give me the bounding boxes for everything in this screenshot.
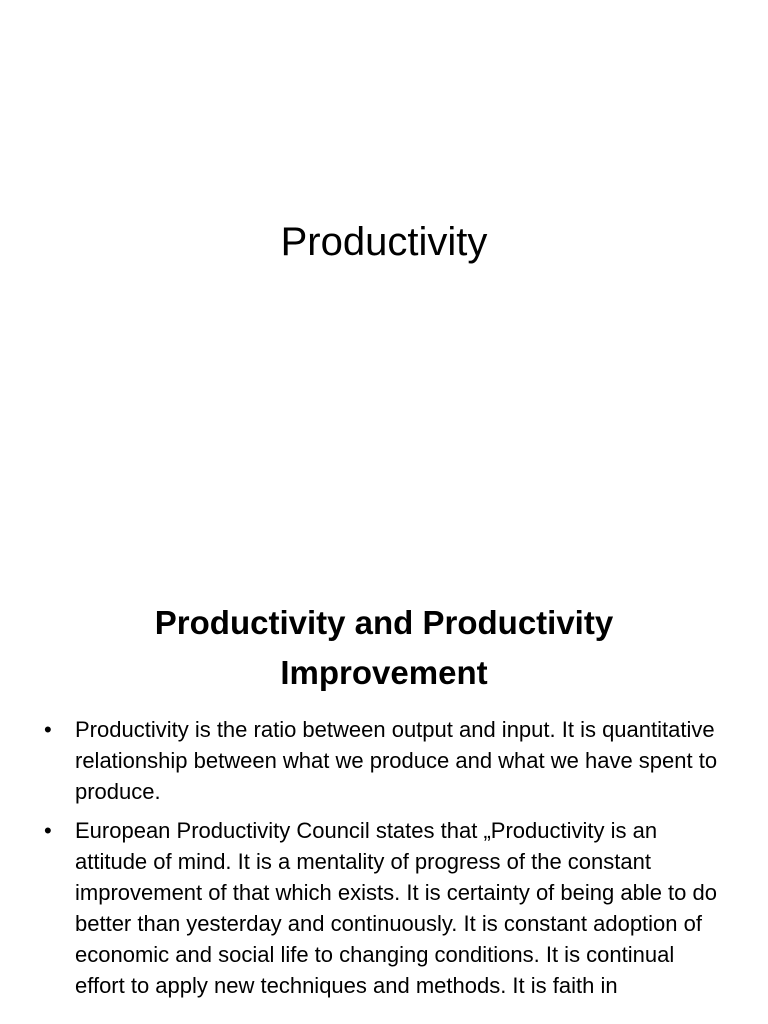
bullet-icon: • bbox=[44, 818, 52, 843]
bullet-item bbox=[0, 815, 768, 1001]
bullet-list bbox=[0, 714, 768, 1009]
slide-title: Productivity bbox=[280, 220, 488, 264]
bullet-item bbox=[0, 714, 768, 807]
slide-heading-line-2: Improvement bbox=[280, 654, 488, 691]
bullet-text: Productivity is the ratio between output and input. It is quantitative relationship between what we produce and what we have spent to produce. bbox=[75, 717, 718, 804]
bullet-text: European Productivity Council states that „Productivity is an attitude of mind. It is a mentality of progress of the constant improvement of that which exists. It is certainty of being able to do better than yesterday and continuously. It is constant adoption of economic and social life to changing conditions. It is continual effort to apply new techniques and methods. It is faith in bbox=[75, 818, 717, 998]
slide-heading bbox=[0, 598, 768, 698]
content-slide bbox=[0, 576, 768, 1024]
bullet-icon: • bbox=[44, 717, 52, 742]
slide-heading-line-1: Productivity and Productivity bbox=[154, 604, 614, 641]
